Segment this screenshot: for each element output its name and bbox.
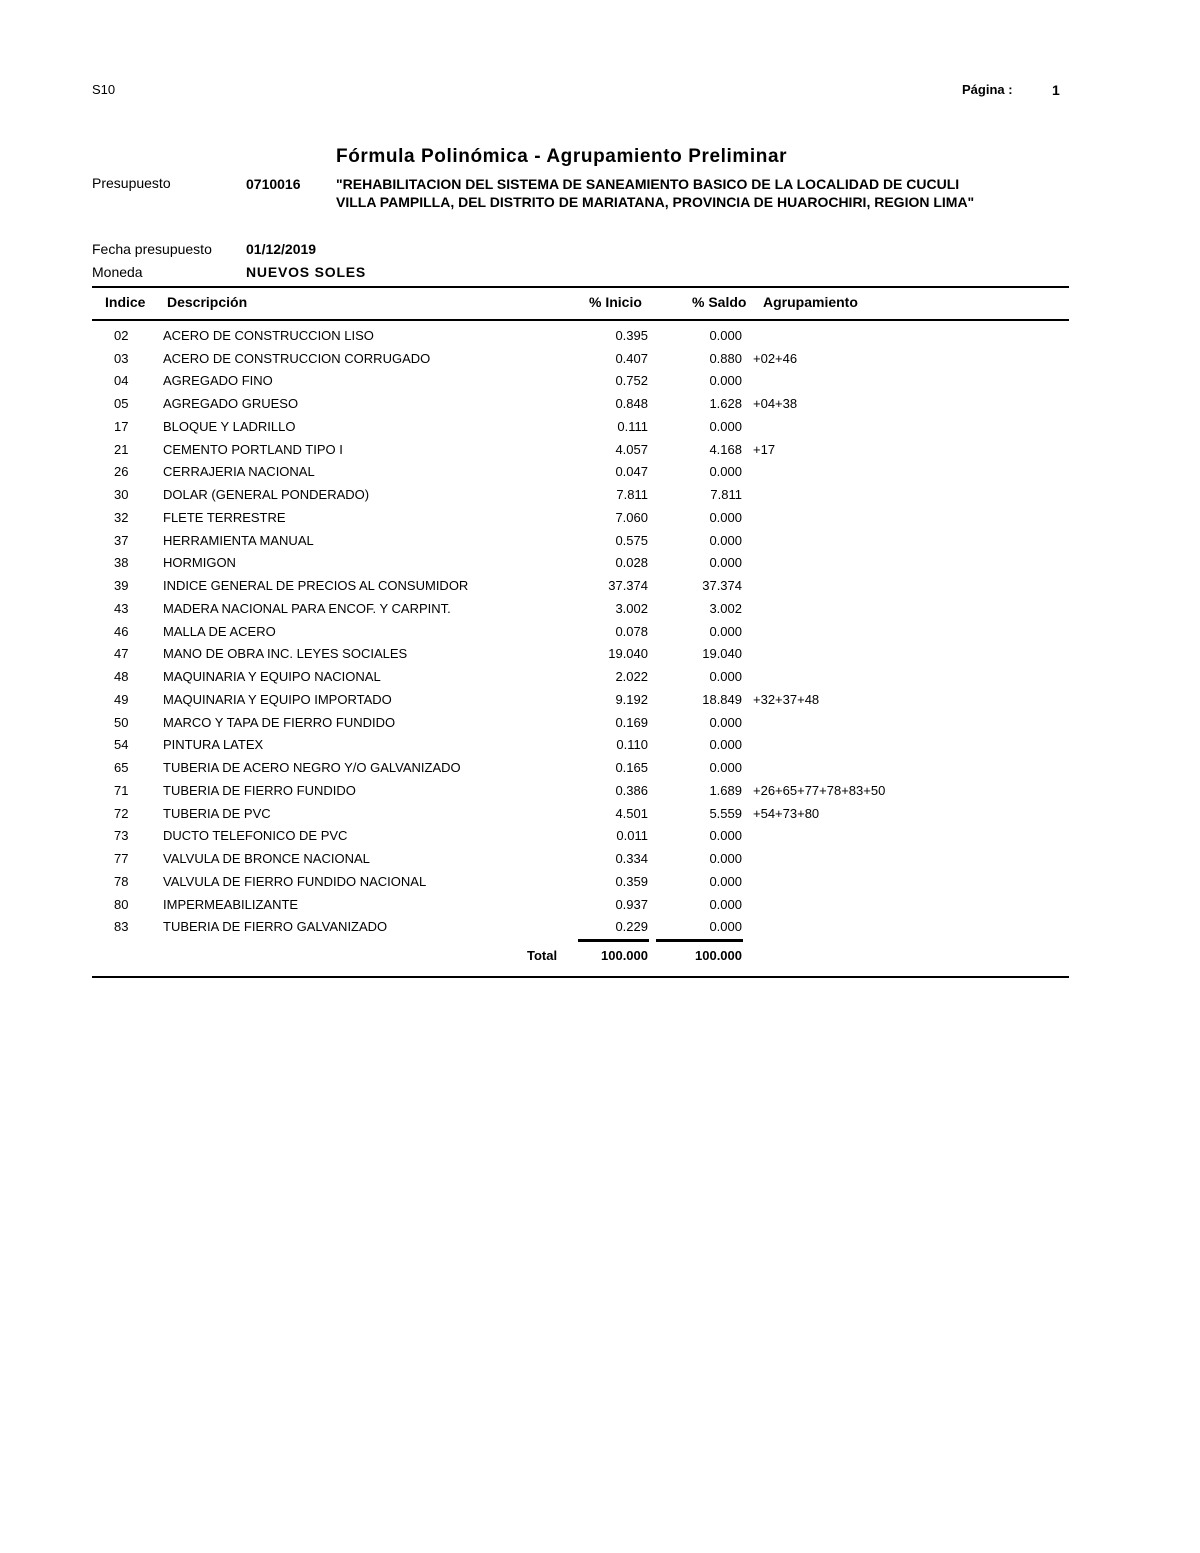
cell-indice: 71 — [114, 782, 129, 798]
col-header-inicio: % Inicio — [589, 294, 642, 310]
table-row — [0, 711, 1200, 734]
cell-saldo: 18.849 — [702, 691, 742, 707]
cell-saldo: 0.000 — [709, 714, 742, 730]
cell-inicio: 0.575 — [615, 532, 648, 548]
cell-agrupamiento: +04+38 — [753, 396, 798, 412]
cell-descripcion: ACERO DE CONSTRUCCION LISO — [163, 328, 374, 343]
total-label: Total — [527, 948, 558, 963]
cell-saldo: 0.000 — [709, 464, 742, 480]
total-inicio-rule — [578, 939, 649, 942]
cell-inicio: 0.386 — [615, 782, 648, 798]
cell-inicio: 4.501 — [615, 805, 648, 821]
table-row — [0, 324, 1200, 347]
cell-inicio: 0.111 — [617, 418, 648, 434]
cell-inicio: 0.937 — [615, 896, 648, 912]
cell-saldo: 0.000 — [709, 760, 742, 776]
footer-rule — [92, 976, 1069, 978]
table-row — [0, 688, 1200, 711]
cell-indice: 83 — [114, 919, 129, 935]
cell-inicio: 37.374 — [608, 578, 648, 594]
cell-saldo: 0.000 — [709, 418, 742, 434]
cell-descripcion: INDICE GENERAL DE PRECIOS AL CONSUMIDOR — [163, 578, 469, 594]
system-code: S10 — [92, 82, 116, 97]
cell-saldo: 0.000 — [709, 919, 742, 935]
cell-indice: 65 — [114, 760, 129, 776]
cell-indice: 21 — [114, 441, 129, 457]
cell-inicio: 0.752 — [615, 373, 648, 389]
budget-code: 0710016 — [246, 176, 301, 192]
cell-indice: 05 — [114, 396, 129, 412]
cell-inicio: 0.169 — [615, 714, 648, 730]
col-header-descripcion: Descripción — [167, 294, 248, 310]
total-saldo-rule — [656, 939, 743, 942]
cell-indice: 72 — [114, 805, 129, 821]
cell-saldo: 0.000 — [709, 896, 742, 912]
cell-inicio: 0.359 — [615, 873, 648, 889]
total-inicio: 100.000 — [601, 948, 648, 963]
cell-saldo: 37.374 — [702, 578, 742, 594]
cell-indice: 26 — [114, 464, 129, 480]
cell-indice: 50 — [114, 714, 129, 730]
table-row — [0, 415, 1200, 438]
cell-inicio: 0.848 — [615, 396, 648, 412]
cell-descripcion: MAQUINARIA Y EQUIPO IMPORTADO — [163, 691, 392, 707]
date-value: 01/12/2019 — [246, 241, 317, 257]
cell-inicio: 9.192 — [615, 691, 648, 707]
cell-saldo: 0.000 — [709, 373, 742, 389]
cell-descripcion: PINTURA LATEX — [163, 737, 264, 753]
col-header-saldo: % Saldo — [692, 294, 747, 310]
cell-inicio: 0.395 — [615, 328, 648, 343]
budget-description-line2: VILLA PAMPILLA, DEL DISTRITO DE MARIATANA, PROVINCIA DE HUAROCHIRI, REGION LIMA" — [336, 194, 975, 210]
cell-indice: 04 — [114, 373, 129, 389]
cell-descripcion: AGREGADO FINO — [163, 373, 273, 389]
cell-saldo: 0.000 — [709, 328, 742, 343]
cell-saldo: 5.559 — [709, 805, 742, 821]
cell-saldo: 0.000 — [709, 828, 742, 844]
cell-descripcion: HORMIGON — [163, 555, 236, 571]
cell-descripcion: TUBERIA DE ACERO NEGRO Y/O GALVANIZADO — [163, 760, 461, 776]
cell-inicio: 0.407 — [615, 350, 648, 366]
cell-saldo: 4.168 — [709, 441, 742, 457]
cell-descripcion: VALVULA DE BRONCE NACIONAL — [163, 851, 370, 867]
table-row — [0, 392, 1200, 415]
cell-indice: 37 — [114, 532, 129, 548]
table-row — [0, 893, 1200, 916]
cell-saldo: 7.811 — [710, 487, 742, 503]
cell-indice: 39 — [114, 578, 129, 594]
cell-saldo: 0.000 — [709, 737, 742, 753]
table-row — [0, 733, 1200, 756]
table-row — [0, 483, 1200, 506]
table-row — [0, 847, 1200, 870]
cell-indice: 46 — [114, 623, 129, 639]
cell-saldo: 3.002 — [709, 600, 742, 616]
date-label: Fecha presupuesto — [92, 241, 212, 257]
cell-indice: 03 — [114, 350, 129, 366]
cell-inicio: 0.334 — [615, 851, 648, 867]
cell-saldo: 0.000 — [709, 555, 742, 571]
cell-inicio: 0.047 — [615, 464, 648, 480]
table-row — [0, 756, 1200, 779]
cell-saldo: 1.628 — [709, 396, 742, 412]
cell-saldo: 0.000 — [709, 851, 742, 867]
table-row — [0, 870, 1200, 893]
cell-saldo: 0.000 — [709, 532, 742, 548]
budget-description-line1: "REHABILITACION DEL SISTEMA DE SANEAMIENTO BASICO DE LA LOCALIDAD DE CUCULI — [336, 176, 960, 192]
table-row — [0, 915, 1200, 938]
cell-descripcion: AGREGADO GRUESO — [163, 396, 299, 412]
table-row — [0, 779, 1200, 802]
cell-inicio: 7.060 — [615, 509, 648, 525]
cell-saldo: 19.040 — [702, 646, 742, 662]
cell-descripcion: VALVULA DE FIERRO FUNDIDO NACIONAL — [163, 873, 427, 889]
cell-inicio: 0.028 — [615, 555, 648, 571]
table-row — [0, 824, 1200, 847]
cell-descripcion: CEMENTO PORTLAND TIPO I — [163, 441, 343, 457]
cell-descripcion: ACERO DE CONSTRUCCION CORRUGADO — [163, 350, 431, 366]
cell-saldo: 0.000 — [709, 873, 742, 889]
cell-indice: 47 — [114, 646, 129, 662]
table-row — [0, 665, 1200, 688]
cell-descripcion: DUCTO TELEFONICO DE PVC — [163, 828, 348, 844]
total-saldo: 100.000 — [695, 948, 742, 963]
table-row — [0, 574, 1200, 597]
table-row — [0, 642, 1200, 665]
cell-inicio: 0.011 — [616, 828, 648, 844]
cell-descripcion: TUBERIA DE PVC — [163, 805, 271, 821]
cell-indice: 17 — [114, 418, 129, 434]
cell-indice: 73 — [114, 828, 129, 844]
cell-saldo: 0.000 — [709, 623, 742, 639]
cell-inicio: 7.811 — [616, 487, 648, 503]
cell-agrupamiento: +32+37+48 — [753, 691, 820, 707]
table-row — [0, 347, 1200, 370]
cell-inicio: 0.110 — [616, 737, 648, 753]
currency-label: Moneda — [92, 264, 143, 280]
cell-inicio: 19.040 — [608, 646, 648, 662]
cell-descripcion: MAQUINARIA Y EQUIPO NACIONAL — [163, 669, 381, 685]
table-row — [0, 529, 1200, 552]
cell-indice: 78 — [114, 873, 129, 889]
header-bottom-rule — [92, 319, 1069, 321]
cell-descripcion: BLOQUE Y LADRILLO — [163, 418, 296, 434]
cell-descripcion: CERRAJERIA NACIONAL — [163, 464, 315, 480]
cell-descripcion: FLETE TERRESTRE — [163, 509, 286, 525]
cell-indice: 49 — [114, 691, 129, 707]
table-row — [0, 506, 1200, 529]
cell-indice: 38 — [114, 555, 129, 571]
cell-inicio: 3.002 — [615, 600, 648, 616]
col-header-indice: Indice — [105, 294, 146, 310]
cell-descripcion: MANO DE OBRA INC. LEYES SOCIALES — [163, 646, 408, 662]
cell-indice: 30 — [114, 487, 129, 503]
cell-descripcion: IMPERMEABILIZANTE — [163, 896, 299, 912]
table-row — [0, 597, 1200, 620]
cell-indice: 77 — [114, 851, 129, 867]
cell-saldo: 1.689 — [709, 782, 742, 798]
table-row — [0, 369, 1200, 392]
cell-inicio: 0.229 — [615, 919, 648, 935]
cell-saldo: 0.880 — [709, 350, 742, 366]
cell-indice: 43 — [114, 600, 129, 616]
cell-saldo: 0.000 — [709, 509, 742, 525]
cell-inicio: 4.057 — [615, 441, 648, 457]
cell-indice: 32 — [114, 509, 129, 525]
cell-descripcion: MARCO Y TAPA DE FIERRO FUNDIDO — [163, 714, 396, 730]
cell-descripcion: MADERA NACIONAL PARA ENCOF. Y CARPINT. — [163, 600, 451, 616]
cell-indice: 48 — [114, 669, 129, 685]
cell-descripcion: HERRAMIENTA MANUAL — [163, 532, 314, 548]
table-row — [0, 802, 1200, 825]
cell-agrupamiento: +54+73+80 — [753, 805, 820, 821]
header-top-rule — [92, 286, 1069, 288]
cell-indice: 02 — [114, 328, 129, 343]
table-row — [0, 460, 1200, 483]
report-title: Fórmula Polinómica - Agrupamiento Preliminar — [336, 146, 788, 167]
cell-indice: 80 — [114, 896, 129, 912]
cell-descripcion: TUBERIA DE FIERRO GALVANIZADO — [163, 919, 388, 935]
table-row — [0, 438, 1200, 461]
page-label: Página : — [962, 82, 1013, 97]
cell-agrupamiento: +26+65+77+78+83+50 — [753, 782, 886, 798]
col-header-agrupamiento: Agrupamiento — [763, 294, 858, 310]
cell-descripcion: DOLAR (GENERAL PONDERADO) — [163, 487, 370, 503]
cell-inicio: 2.022 — [615, 669, 648, 685]
cell-descripcion: TUBERIA DE FIERRO FUNDIDO — [163, 782, 356, 798]
cell-saldo: 0.000 — [709, 669, 742, 685]
currency-value: NUEVOS SOLES — [246, 264, 367, 280]
cell-descripcion: MALLA DE ACERO — [163, 623, 276, 639]
page-number: 1 — [1052, 82, 1060, 98]
table-row — [0, 551, 1200, 574]
cell-agrupamiento: +17 — [753, 441, 776, 457]
cell-indice: 54 — [114, 737, 129, 753]
cell-inicio: 0.165 — [615, 760, 648, 776]
cell-agrupamiento: +02+46 — [753, 350, 798, 366]
budget-label: Presupuesto — [92, 175, 171, 191]
cell-inicio: 0.078 — [615, 623, 648, 639]
table-row — [0, 620, 1200, 643]
